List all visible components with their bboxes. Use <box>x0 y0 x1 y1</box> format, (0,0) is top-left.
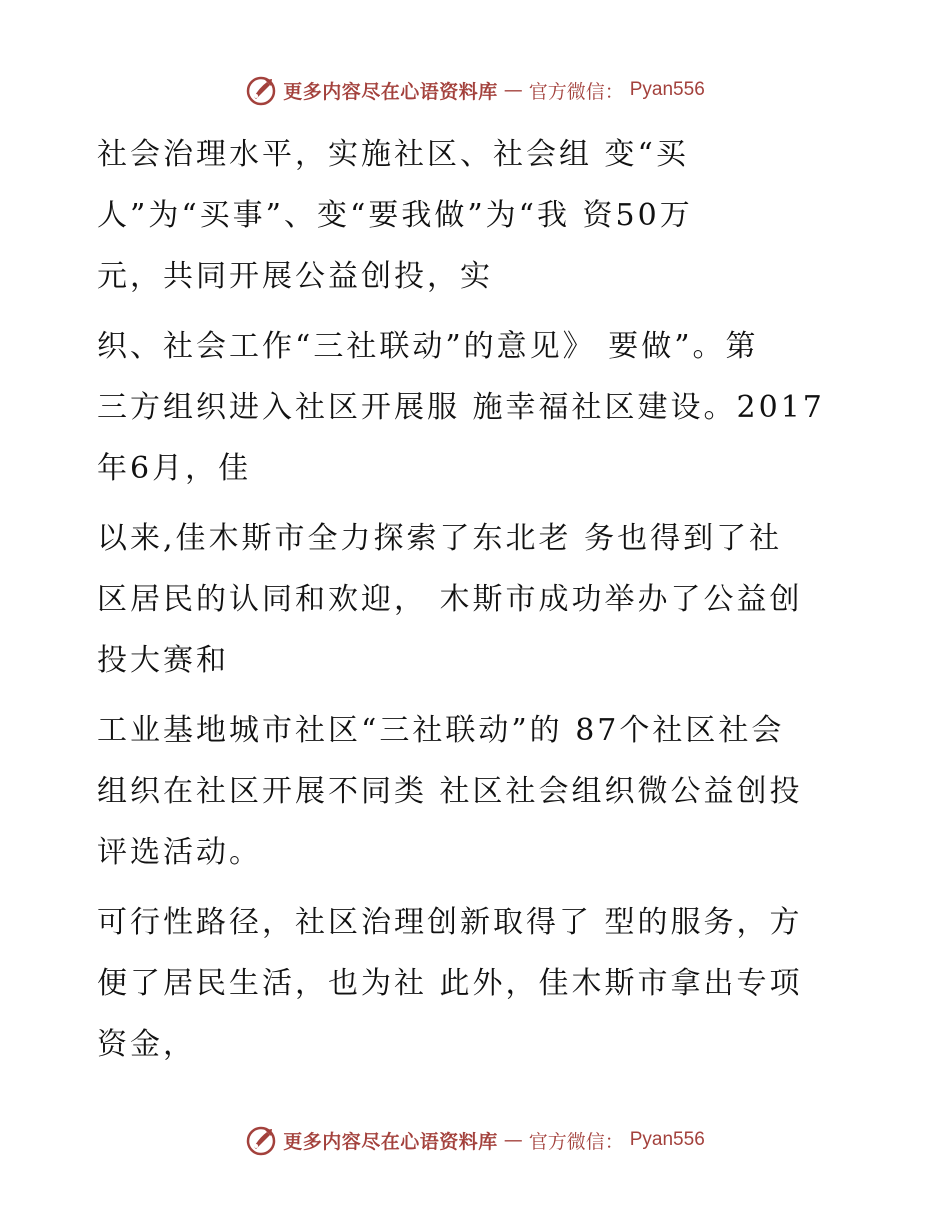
brand-separator: — <box>503 1129 523 1151</box>
brand-logo-icon <box>245 74 277 106</box>
paragraph-2 <box>97 316 857 499</box>
text-line: 年6月，佳 <box>97 451 252 486</box>
header-watermark <box>0 70 950 110</box>
brand-wechat-label: 官方微信： <box>528 80 624 103</box>
text-line: 元，共同开展公益创投，实 <box>97 259 493 294</box>
text-line: 以来,佳木斯市全力探索了东北老 务也得到了社 <box>97 521 783 556</box>
brand-site-text: 更多内容尽在心语资料库 <box>283 80 498 103</box>
text-line: 便了居民生活，也为社 此外，佳木斯市拿出专项 <box>97 966 803 1001</box>
paragraph-1 <box>97 124 857 307</box>
footer-watermark <box>0 1120 950 1160</box>
text-line: 人”为“买事”、变“要我做”为“我 资50万 <box>97 198 693 233</box>
text-line: 三方组织进入社区开展服 施幸福社区建设。2017 <box>97 390 825 425</box>
brand-wechat-label: 官方微信： <box>528 1130 624 1153</box>
brand-separator: — <box>503 79 523 101</box>
document-body <box>97 124 857 1084</box>
text-line: 工业基地城市社区“三社联动”的 87个社区社会 <box>97 713 785 748</box>
text-line: 区居民的认同和欢迎， 木斯市成功举办了公益创 <box>97 582 803 617</box>
brand-logo-icon <box>245 1124 277 1156</box>
text-line: 织、社会工作“三社联动”的意见》 要做”。第 <box>97 329 759 364</box>
text-line: 社会治理水平，实施社区、社会组 变“买 <box>97 137 689 172</box>
text-line: 可行性路径，社区治理创新取得了 型的服务，方 <box>97 905 803 940</box>
text-line: 投大赛和 <box>97 643 229 678</box>
text-line: 评选活动。 <box>97 835 262 870</box>
brand-site-text: 更多内容尽在心语资料库 <box>283 1130 498 1153</box>
brand-wechat-id: Pyan556 <box>629 79 705 100</box>
brand-banner <box>245 1124 705 1156</box>
text-line: 资金， <box>97 1027 196 1062</box>
paragraph-5 <box>97 892 857 1075</box>
text-line: 组织在社区开展不同类 社区社会组织微公益创投 <box>97 774 803 809</box>
paragraph-4 <box>97 700 857 883</box>
brand-banner <box>245 74 705 106</box>
paragraph-3 <box>97 508 857 691</box>
brand-wechat-id: Pyan556 <box>629 1129 705 1150</box>
